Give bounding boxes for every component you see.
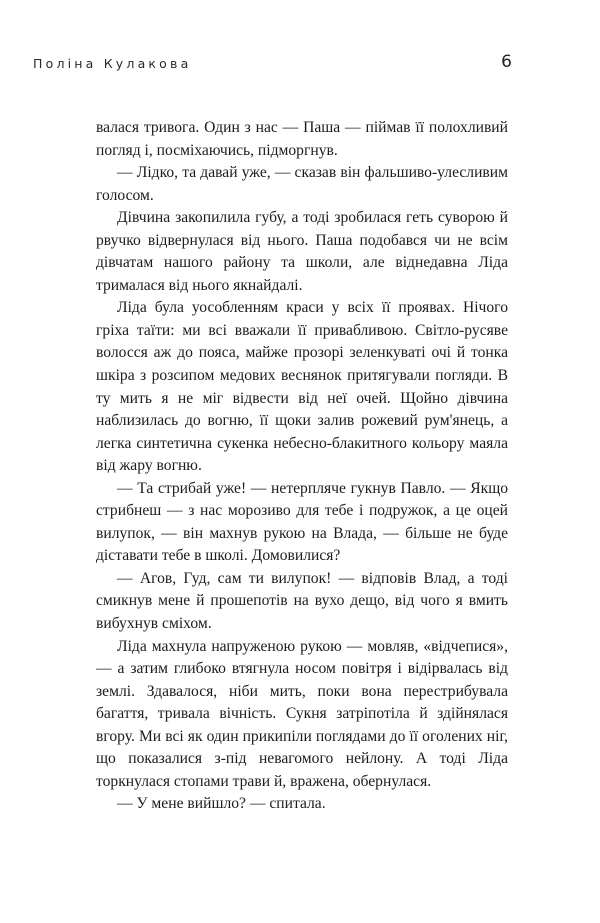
paragraph-2: — Лідко, та давай уже, — сказав він фальшиво-улесливим голосом. bbox=[96, 164, 508, 204]
paragraph-1: валася тривога. Один з нас — Паша — піймав її полохливий погляд і, посміхаючись, підморгнув. bbox=[96, 119, 508, 159]
paragraph-6: — Агов, Гуд, сам ти вилупок! — відповів Влад, а тоді смикнув мене й прошепотів на вухо дещо, від чого я вмить вибухнув сміхом. bbox=[96, 569, 508, 633]
paragraph-8: — У мене вийшло? — спитала. bbox=[117, 795, 326, 813]
paragraph-4: Ліда була уособленням краси у всіх її проявах. Нічого гріха таїти: ми всі вважали її привабливою. Світло-русяве волосся аж до пояса, майже прозорі зеленкуваті очі й тонка шкіра з розсипом медових веснянок притягували погляди. В ту мить я не міг відвести від неї очей. Щойно дівчина наблизилась до вогню, її щоки залив рожевий рум'янець, а легка синтетична сукенка небесно-блакитного кольору маяла від жару вогню. bbox=[96, 299, 508, 475]
page-number: 6 bbox=[501, 52, 512, 72]
paragraph-5: — Та стрибай уже! — нетерпляче гукнув Павло. — Якщо стрибнеш — з нас морозиво для тебе і подружок, а це оцей вилупок, — він махнув рукою на Влада, — більше не буде діставати тебе в школі. Домовилися? bbox=[96, 479, 508, 565]
paragraph-3: Дівчина закопилила губу, а тоді зробилася геть суворою й рвучко відвернулася від нього. Паша подобався чи не всім дівчатам нашого району та школи, але віднедавна Ліда трималася від нього якнайдалі. bbox=[96, 209, 508, 294]
paragraph-7: Ліда махнула напруженою рукою — мовляв, «відчепися», — а затим глибоко втягнула носом повітря і відірвалась від землі. Здавалося, ніби мить, поки вона перестрибувала багаття, тривала вічність. Сукня затріпотіла й здійнялася вгору. Ми всі як один прикипіли поглядами до її оголених ніг, що показалися з-під невагомого нейлону. А тоді Ліда торкнулася стопами трави й, вражена, обернулася. bbox=[96, 637, 508, 790]
author-name: Поліна Кулакова bbox=[33, 56, 192, 71]
running-head bbox=[33, 52, 512, 74]
page-text bbox=[96, 117, 508, 816]
